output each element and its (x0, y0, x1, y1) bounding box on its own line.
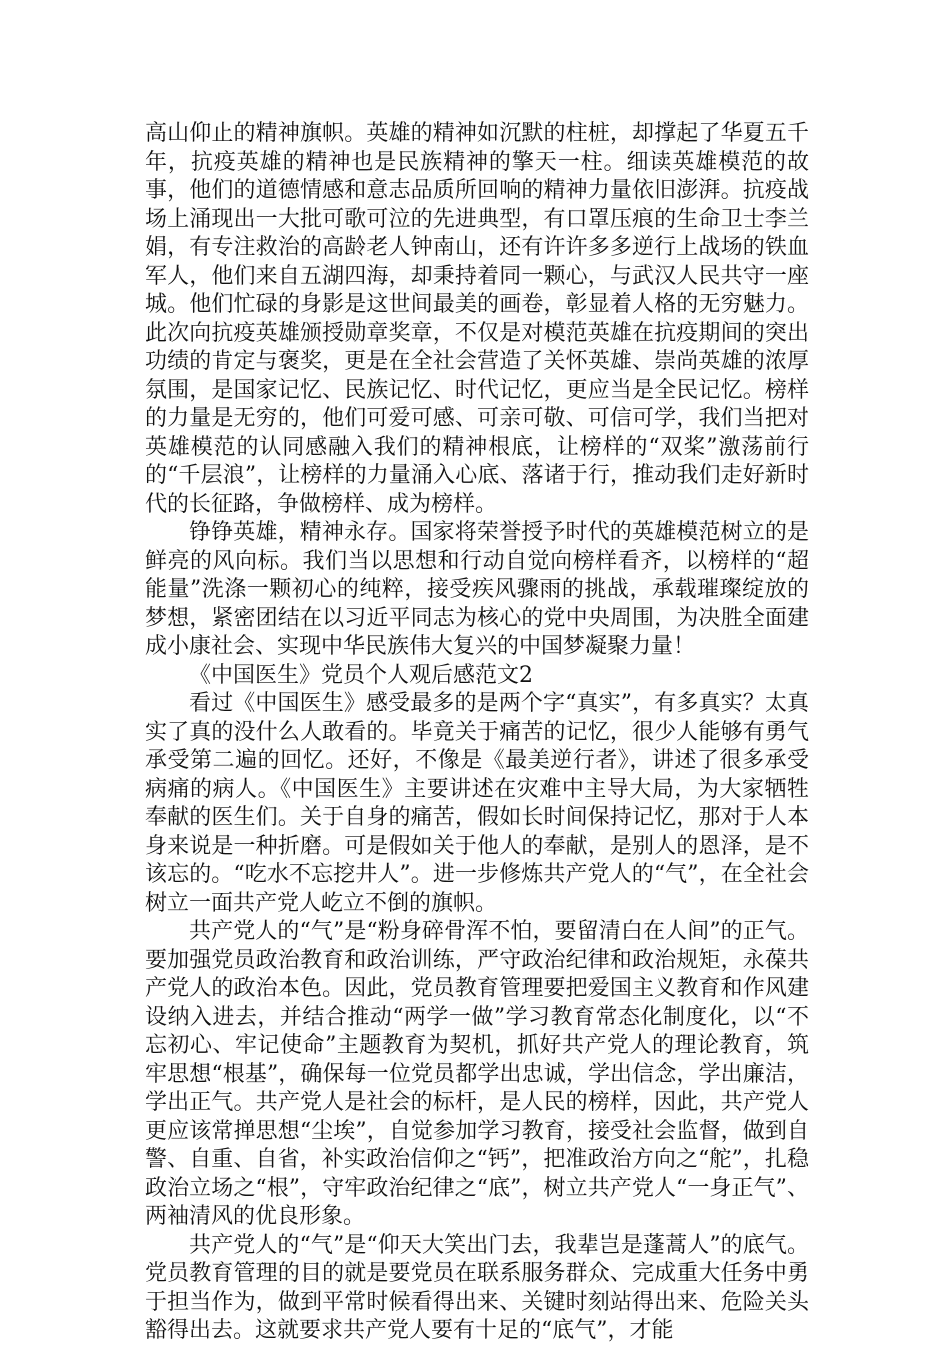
document-body (145, 120, 809, 1346)
paragraph: 看过《中国医生》感受最多的是两个字“真实”，有多真实？太真实了真的没什么人敢看的。毕竟关于痛苦的记忆，很少人能够有勇气承受第二遍的回忆。还好，不像是《最美逆行者》，讲述了很多承受病痛的病人。《中国医生》主要讲述在灾难中主导大局，为大家牺牲奉献的医生们。关于自身的痛苦，假如长时间保持记忆，那对于人本身来说是一种折磨。可是假如关于他人的奉献，是别人的恩泽，是不该忘的。“吃水不忘挖井人”。进一步修炼共产党人的“气”，在全社会树立一面共产党人屹立不倒的旗帜。 (145, 691, 809, 916)
paragraph: 共产党人的“气”是“粉身碎骨浑不怕，要留清白在人间”的正气。要加强党员政治教育和政治训练，严守政治纪律和政治规矩，永葆共产党人的政治本色。因此，党员教育管理要把爱国主义教育和作风建设纳入进去，并结合推动“两学一做”学习教育常态化制度化，以“不忘初心、牢记使命”主题教育为契机，抓好共产党人的理论教育，筑牢思想“根基”，确保每一位党员都学出忠诚，学出信念，学出廉洁，学出正气。共产党人是社会的标杆，是人民的榜样，因此，共产党人更应该常掸思想“尘埃”，自觉参加学习教育，接受社会监督，做到自警、自重、自省，补实政治信仰之“钙”，把准政治方向之“舵”，扎稳政治立场之“根”，守牢政治纪律之“底”，树立共产党人“一身正气”、两袖清风的优良形象。 (145, 919, 809, 1229)
paragraph: 铮铮英雄，精神永存。国家将荣誉授予时代的英雄模范树立的是鲜亮的风向标。我们当以思想和行动自觉向榜样看齐，以榜样的“超能量”洗涤一颗初心的纯粹，接受疾风骤雨的挑战，承载璀璨绽放的梦想，紧密团结在以习近平同志为核心的党中央周围，为决胜全面建成小康社会、实现中华民族伟大复兴的中国梦凝聚力量！ (145, 520, 809, 659)
section-heading: 《中国医生》党员个人观后感范文2 (189, 662, 533, 688)
paragraph-continuation: 高山仰止的精神旗帜。英雄的精神如沉默的柱桩，却撑起了华夏五千年，抗疫英雄的精神也是民族精神的擎天一柱。细读英雄模范的故事，他们的道德情感和意志品质所回响的精神力量依旧澎湃。抗疫战场上涌现出一大批可歌可泣的先进典型，有口罩压痕的生命卫士李兰娟，有专注救治的高龄老人钟南山，还有许许多多逆行上战场的铁血军人，他们来自五湖四海，却秉持着同一颗心，与武汉人民共守一座城。他们忙碌的身影是这世间最美的画卷，彰显着人格的无穷魅力。此次向抗疫英雄颁授勋章奖章，不仅是对模范英雄在抗疫期间的突出功绩的肯定与褒奖，更是在全社会营造了关怀英雄、崇尚英雄的浓厚氛围，是国家记忆、民族记忆、时代记忆，更应当是全民记忆。榜样的力量是无穷的，他们可爱可感、可亲可敬、可信可学，我们当把对英雄模范的认同感融入我们的精神根底，让榜样的“双桨”激荡前行的“千层浪”，让榜样的力量涌入心底、落诸于行，推动我们走好新时代的长征路，争做榜样、成为榜样。 (145, 121, 809, 517)
paragraph: 共产党人的“气”是“仰天大笑出门去，我辈岂是蓬蒿人”的底气。党员教育管理的目的就是要党员在联系服务群众、完成重大任务中勇于担当作为，做到平常时候看得出来、关键时刻站得出来、危险关头豁得出去。这就要求共产党人要有十足的“底气”，才能 (145, 1232, 809, 1343)
